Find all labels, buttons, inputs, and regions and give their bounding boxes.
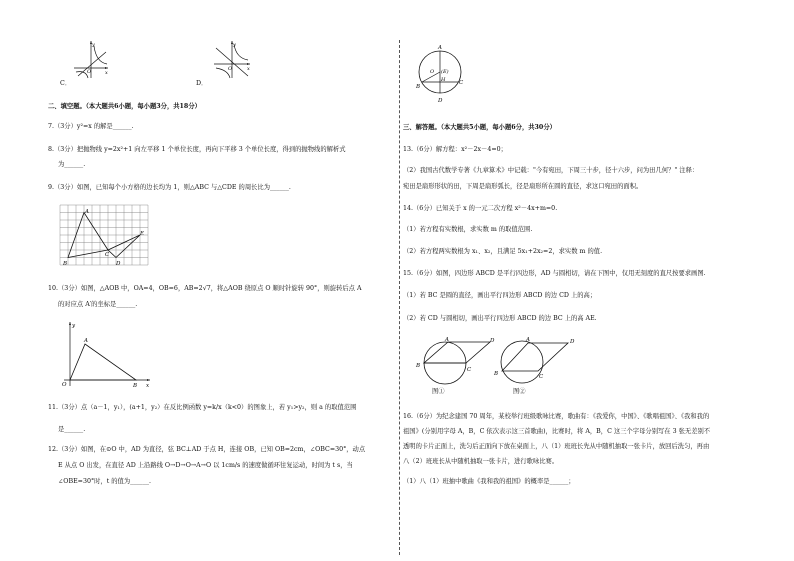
svg-text:D: D xyxy=(438,98,443,104)
figure-1-caption: 图① xyxy=(432,388,445,395)
question-13: 13.（6分）解方程：x²－2x－4=0； xyxy=(403,146,507,153)
question-10-line-2: 的对应点 A′的坐标是______. xyxy=(58,301,138,308)
svg-text:O: O xyxy=(62,382,67,388)
svg-text:A: A xyxy=(84,338,88,344)
option-c-graph xyxy=(70,38,110,80)
option-c-label: C． xyxy=(60,80,72,87)
svg-text:A: A xyxy=(438,45,442,51)
svg-text:H: H xyxy=(441,77,446,83)
right-column xyxy=(400,0,794,561)
question-15: 15.（6分）如图，四边形 ABCD 是平行四边形，AD 与圆相切，请在下图中，仅用无刻度的直尺按要求画图. xyxy=(403,270,706,277)
figure-2-caption: 图② xyxy=(513,388,526,395)
option-d-label: D． xyxy=(196,80,208,87)
svg-text:C: C xyxy=(105,252,110,258)
question-13b-line-2: 宛田是扇形形状的田，下周是扇形弧长，径是扇形所在圆的直径，求这口宛田的面积。 xyxy=(403,183,643,190)
section-2-header: 二、填空题。（本大题共6小题，每小题3分，共18分） xyxy=(48,103,201,110)
question-12-circle-figure xyxy=(410,40,466,106)
svg-text:y: y xyxy=(92,42,95,48)
svg-text:B: B xyxy=(63,261,68,267)
question-8-line-2: 为______. xyxy=(58,161,86,168)
svg-text:B: B xyxy=(494,371,499,377)
question-16-line-3: 透明的卡片正面上，洗匀后正面向下放在桌面上，八（1）班班长先从中随机抽取一张卡片，放回后洗匀，再由 xyxy=(403,443,710,450)
question-9-grid-figure xyxy=(60,205,150,267)
svg-text:C: C xyxy=(459,80,464,86)
svg-text:x: x xyxy=(105,70,108,76)
question-10-figure xyxy=(58,318,154,388)
question-14: 14.（6分）已知关于 x 的一元二次方程 x²－4x+m=0. xyxy=(403,205,558,212)
svg-text:B: B xyxy=(133,383,138,389)
question-15-figure-2 xyxy=(492,333,578,391)
question-14-part-1: （1）若方程有实数根，求实数 m 的取值范围. xyxy=(403,226,533,233)
svg-text:y: y xyxy=(233,42,236,48)
svg-text:E: E xyxy=(140,231,145,237)
question-15-figure-1 xyxy=(412,333,494,391)
svg-text:O: O xyxy=(87,69,92,75)
svg-text:D: D xyxy=(570,339,575,345)
section-3-header: 三、解答题。（本大题共5小题，每小题6分，共30分） xyxy=(403,124,556,131)
svg-text:C: C xyxy=(467,367,472,373)
svg-text:(E): (E) xyxy=(441,69,449,75)
svg-text:A: A xyxy=(526,337,530,343)
svg-text:x: x xyxy=(146,383,150,389)
question-9: 9.（3分）如图，已知每个小方格的边长均为 1，则△ABC 与△CDE 的周长比为______. xyxy=(48,184,291,191)
question-11: 11.（3分）点（a－1，y₁），(a+1，y₂）在反比例函数 y=k/x（k<0）的图象上，若 y₁>y₂，则 a 的取值范围 xyxy=(48,404,357,411)
question-11-line-2: 是______. xyxy=(58,426,86,433)
question-12-line-1: 12.（3分）如图，在⊙O 中，AD 为直径，弦 BC⊥AD 于点 H，连接 OB，已知 OB=2cm，∠OBC=30°，动点 xyxy=(48,446,366,453)
svg-text:A: A xyxy=(445,337,449,343)
svg-text:B: B xyxy=(416,363,421,369)
question-7: 7.（3分）y²=x 的解是______. xyxy=(48,123,134,130)
question-16-line-1: 16.（6分）为纪念建国 70 周年，某校举行班级歌咏比赛，歌曲有：《我爱你，中国》、《歌唱祖国》、《我和我的 xyxy=(403,413,710,420)
question-12-line-3: ∠OBE=30°时，t 的值为______. xyxy=(58,478,152,485)
question-15-part-2: （2）若 CD 与圆相切，画出平行四边形 ABCD 的边 BC 上的高 AE. xyxy=(403,315,597,322)
svg-text:D: D xyxy=(116,261,121,267)
question-13b-line-1: （2）我国古代数学专著《九章算术》中记载："今有宛田，下周三十步，径十六步，问为田几何？" 注释： xyxy=(403,167,699,174)
question-12-line-2: E 从点 O 出发，在直径 AD 上沿路线 O→D→O→A→O 以 1cm/s 的速度做循环往复运动，时间为 t s，当 xyxy=(58,462,353,469)
svg-text:y: y xyxy=(72,323,76,329)
svg-text:O: O xyxy=(430,69,435,75)
svg-text:O: O xyxy=(228,66,233,72)
question-16-line-2: 祖国》(分别用字母 A，B，C 依次表示这三首歌曲)，比赛时，将 A，B，C 这三个字母分别写在 3 张无差别不 xyxy=(403,428,711,435)
svg-text:C: C xyxy=(539,374,544,380)
question-10-line-1: 10.（3分）如图，△AOB 中，OA=4，OB=6，AB=2√7，将△AOB 绕原点 O 顺时针旋转 90°，则旋转后点 A xyxy=(48,285,362,292)
option-d-graph xyxy=(210,38,252,80)
svg-text:B: B xyxy=(416,84,421,90)
svg-text:D: D xyxy=(490,338,495,344)
question-8-line-1: 8.（3分）把抛物线 y=2x²+1 向左平移 1 个单位长度，再向下平移 3 个单位长度，得到的抛物线的解析式 xyxy=(48,146,346,153)
question-16-line-4: 八（2）班班长从中随机抽取一张卡片，进行歌咏比赛。 xyxy=(403,458,559,465)
question-15-part-1: （1）若 BC 是圆的直径，画出平行四边形 ABCD 的边 CD 上的高； xyxy=(403,292,597,299)
svg-text:A: A xyxy=(85,209,89,215)
question-14-part-2: （2）若方程两实数根为 x₁、x₂，且满足 5x₁+2x₂=2，求实数 m 的值. xyxy=(403,248,603,255)
question-16-part-1: （1）八（1）班抽中歌曲《我和我的祖国》的概率是______； xyxy=(403,478,575,485)
svg-text:x: x xyxy=(247,66,250,72)
